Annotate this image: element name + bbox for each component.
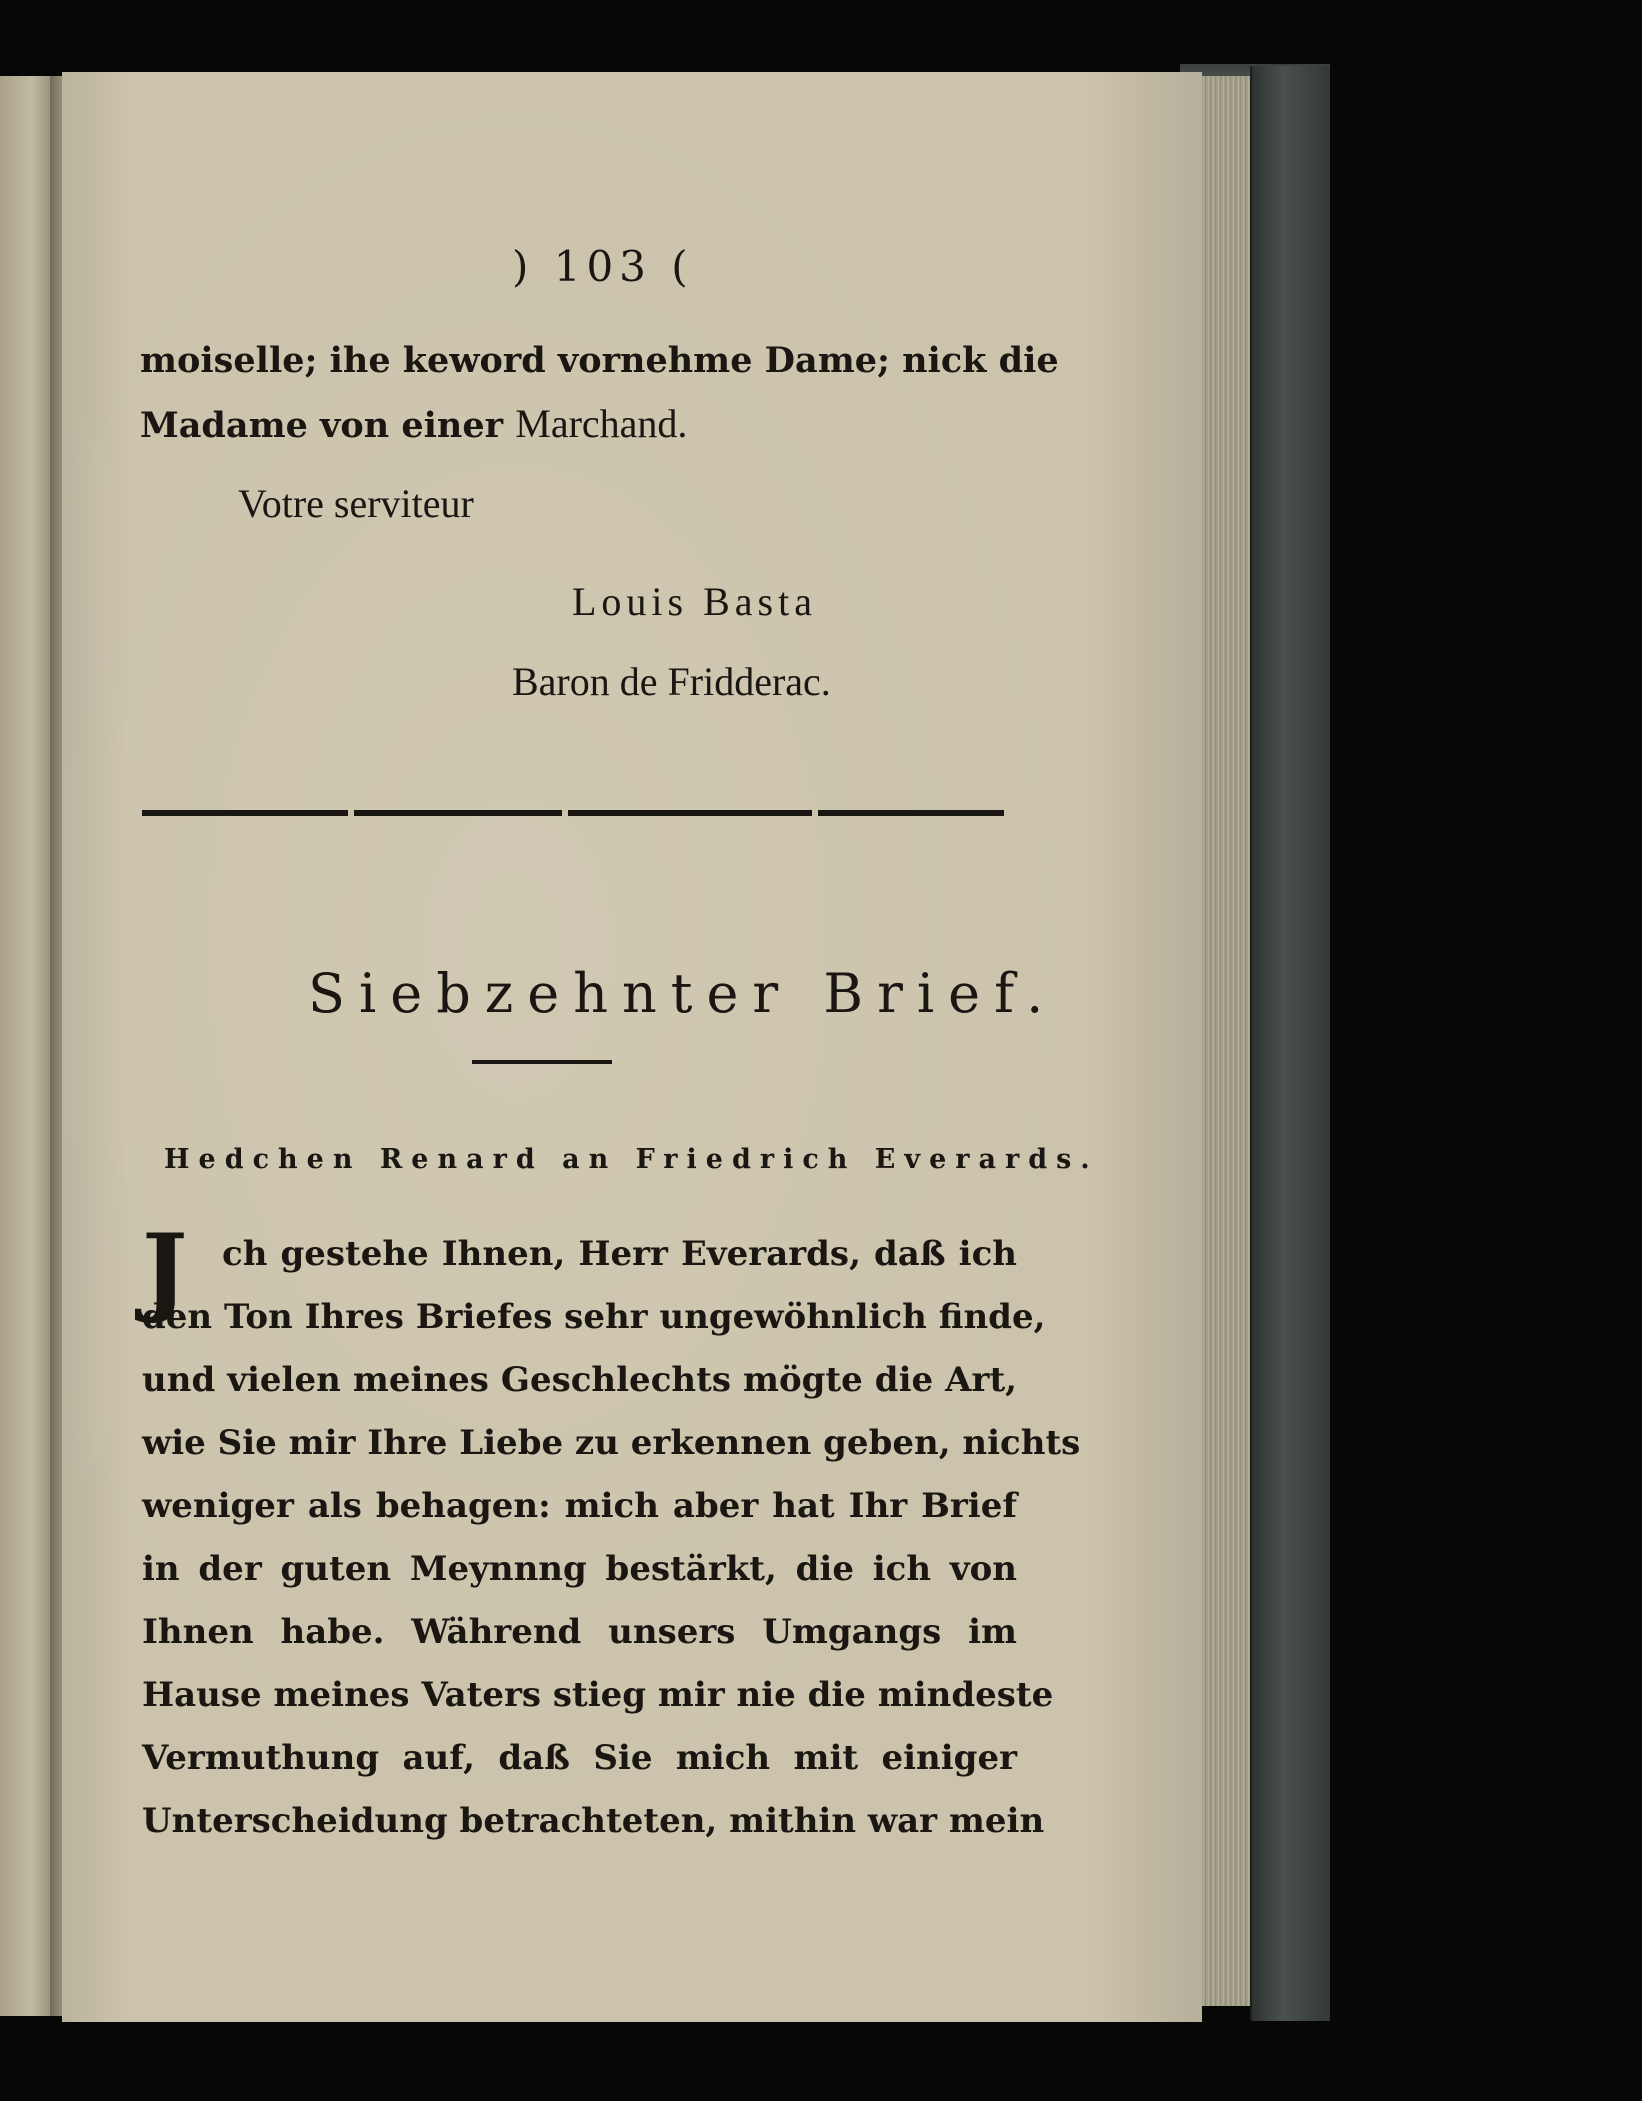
heading-underline — [472, 1060, 612, 1064]
paragraph-line: und vielen meines Geschlechts mögte die Art, — [142, 1360, 1017, 1400]
carryover-line-2 — [140, 400, 1020, 447]
signature-title: Baron de Fridderac. — [512, 659, 831, 704]
carryover-line-2-german: Madame von einer — [140, 405, 516, 446]
book-cover — [1250, 66, 1330, 2021]
paragraph-line: Unterscheidung betrachteten, mithin war mein — [142, 1801, 1045, 1841]
paragraph-line: ch gestehe Ihnen, Herr Everards, daß ich — [222, 1234, 1017, 1274]
paragraph-line: Hause meines Vaters stieg mir nie die mindeste — [142, 1675, 1054, 1715]
letter-heading: Siebzehnter Brief. — [308, 962, 1058, 1025]
book-page — [62, 72, 1202, 2022]
carryover-line-2-latin: Marchand. — [515, 401, 688, 446]
signature-name: Louis Basta — [572, 579, 817, 624]
letter-closing: Votre serviteur — [238, 481, 474, 526]
carryover-line-1: moiselle; ihe keword vornehme Dame; nick die — [140, 340, 1059, 381]
paragraph-line: wie Sie mir Ihre Liebe zu erkennen geben, nichts — [142, 1423, 1081, 1463]
paragraph-line: in der guten Meynnng bestärkt, die ich von — [142, 1549, 1017, 1589]
drop-initial: J — [142, 1213, 188, 1326]
letter-address: Hedchen Renard an Friedrich Everards. — [164, 1144, 1099, 1175]
paragraph-line: Vermuthung auf, daß Sie mich mit einiger — [142, 1738, 1017, 1778]
paragraph-line: weniger als behagen: mich aber hat Ihr Brief — [142, 1486, 1017, 1526]
section-divider — [142, 810, 1004, 816]
page-number: ) 103 ( — [512, 242, 694, 291]
paragraph-line: Ihnen habe. Während unsers Umgangs im — [142, 1612, 1017, 1652]
paragraph-line: den Ton Ihres Briefes sehr ungewöhnlich finde, — [142, 1297, 1046, 1337]
